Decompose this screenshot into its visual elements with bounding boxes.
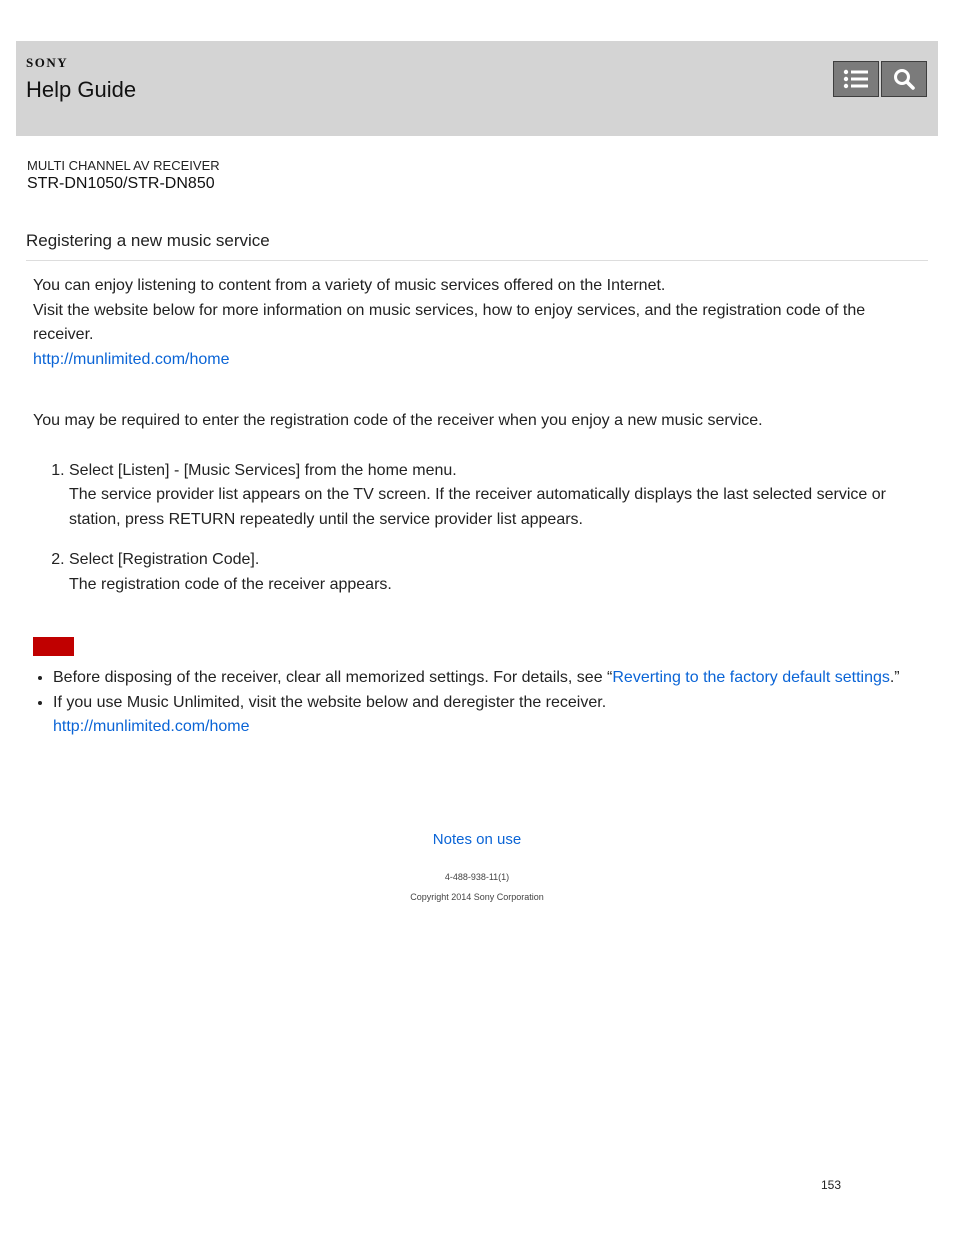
product-category: MULTI CHANNEL AV RECEIVER bbox=[27, 158, 220, 173]
intro-line-1: You can enjoy listening to content from a variety of music services offered on the Internet. bbox=[33, 277, 666, 294]
list-icon bbox=[843, 68, 869, 90]
note-item bbox=[53, 691, 923, 740]
munlimited-link[interactable]: http://munlimited.com/home bbox=[33, 350, 230, 368]
title-divider bbox=[26, 260, 928, 261]
step-result: The service provider list appears on the TV screen. If the receiver automatically displays the last selected service or station, press RETURN repeatedly until the service provider list appears. bbox=[69, 486, 886, 528]
search-icon bbox=[892, 67, 916, 91]
note-text: Before disposing of the receiver, clear all memorized settings. For details, see “ bbox=[53, 669, 613, 686]
copyright: Copyright 2014 Sony Corporation bbox=[410, 892, 544, 902]
help-guide-title: Help Guide bbox=[26, 77, 137, 102]
note-text: .” bbox=[889, 669, 900, 686]
requirement-text: You may be required to enter the registration code of the receiver when you enjoy a new music service. bbox=[33, 412, 763, 429]
notes-on-use-link[interactable]: Notes on use bbox=[432, 831, 522, 848]
search-button[interactable] bbox=[881, 61, 927, 97]
step-action: Select [Listen] - [Music Services] from the home menu. bbox=[69, 461, 457, 479]
notes-list bbox=[33, 666, 923, 740]
step-item bbox=[69, 459, 923, 533]
header-bar bbox=[16, 41, 938, 136]
step-item bbox=[69, 548, 923, 597]
sony-logo: SONY bbox=[26, 55, 69, 70]
step-action: Select [Registration Code]. bbox=[69, 551, 260, 568]
document-number: 4-488-938-11(1) bbox=[444, 872, 510, 882]
note-badge bbox=[33, 637, 74, 656]
toc-button[interactable] bbox=[833, 61, 879, 97]
topic-content bbox=[33, 274, 923, 740]
page-number: 153 bbox=[821, 1178, 842, 1192]
steps-list bbox=[33, 459, 923, 598]
note-text: If you use Music Unlimited, visit the website below and deregister the receiver. bbox=[53, 693, 607, 711]
product-model: STR-DN1050/STR-DN850 bbox=[27, 175, 215, 192]
step-result: The registration code of the receiver appears. bbox=[69, 575, 392, 593]
factory-default-link[interactable]: Reverting to the factory default settings bbox=[612, 669, 890, 686]
note-item bbox=[53, 666, 923, 691]
intro-line-2: Visit the website below for more information on music services, how to enjoy services, and the registration code of the receiver. bbox=[33, 301, 866, 343]
munlimited-deregister-link[interactable]: http://munlimited.com/home bbox=[53, 718, 250, 735]
topic-title: Registering a new music service bbox=[26, 231, 270, 250]
